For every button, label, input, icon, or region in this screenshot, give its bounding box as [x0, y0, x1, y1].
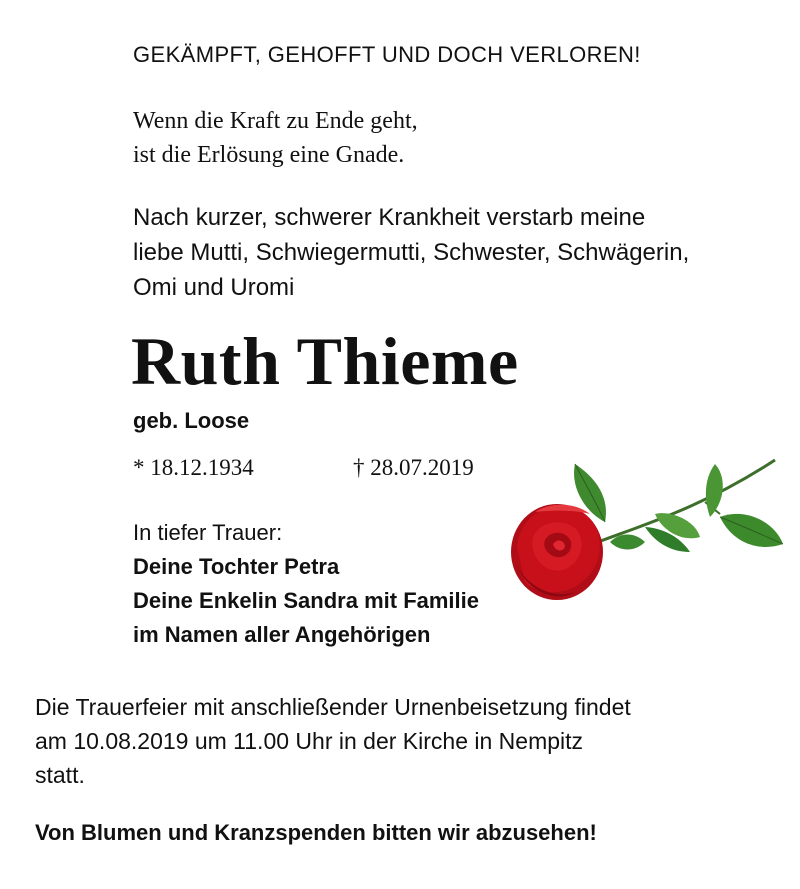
mourner-name: im Namen aller Angehörigen [133, 622, 431, 647]
notice-line: Die Trauerfeier mit anschließender Urnenbeisetzung findet [35, 694, 631, 720]
maiden-name: geb. Loose [133, 408, 250, 433]
mourners-heading: In tiefer Trauer: [133, 520, 283, 545]
death-date: † 28.07.2019 [353, 455, 474, 480]
quote [133, 104, 418, 172]
mourner-name: Deine Tochter Petra [133, 554, 340, 579]
service-notice [35, 690, 631, 792]
rose-icon [505, 452, 790, 612]
flower-request: Von Blumen und Kranzspenden bitten wir abzusehen! [35, 820, 597, 845]
mourners [133, 516, 479, 652]
announcement-line: Omi und Uromi [133, 274, 295, 301]
quote-line: ist die Erlösung eine Gnade. [133, 142, 405, 168]
birth-date: * 18.12.1934 [133, 455, 254, 480]
mourner-name: Deine Enkelin Sandra mit Familie [133, 588, 479, 613]
death-announcement [133, 200, 689, 305]
announcement-line: Nach kurzer, schwerer Krankheit verstarb meine [133, 204, 646, 231]
motto-heading: GEKÄMPFT, GEHOFFT UND DOCH VERLOREN! [133, 42, 641, 67]
quote-line: Wenn die Kraft zu Ende geht, [133, 108, 418, 134]
notice-line: statt. [35, 762, 85, 788]
notice-line: am 10.08.2019 um 11.00 Uhr in der Kirche in Nempitz [35, 728, 584, 754]
announcement-line: liebe Mutti, Schwiegermutti, Schwester, Schwägerin, [133, 239, 690, 266]
deceased-name: Ruth Thieme [131, 323, 519, 399]
